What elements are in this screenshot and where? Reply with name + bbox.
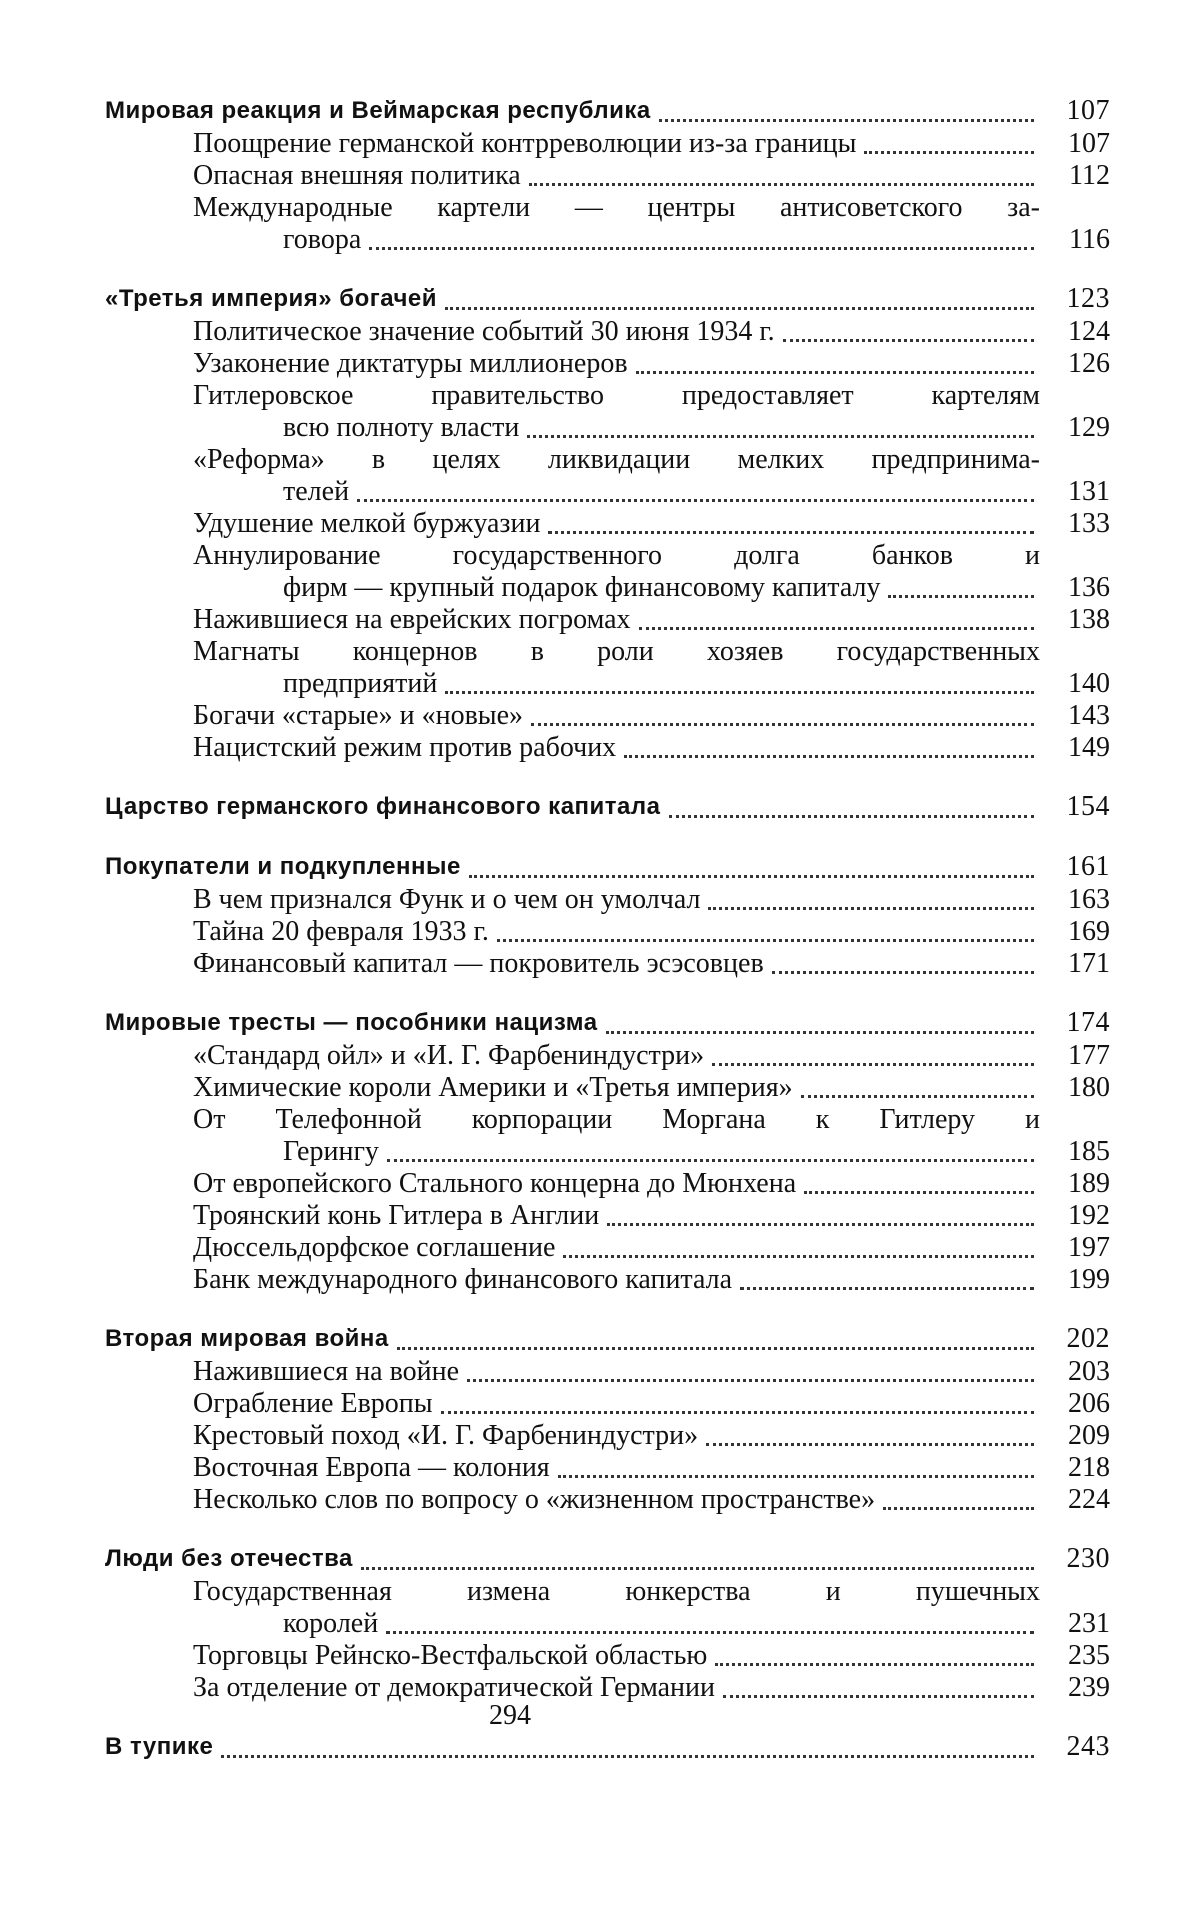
entry-title: Узаконение диктатуры миллионеров — [193, 348, 628, 379]
entry-title: Нажившиеся на еврейских погромах — [193, 604, 631, 635]
entry-title — [193, 444, 1040, 508]
entry-page-number: 185 — [1068, 1136, 1110, 1167]
dot-leader — [369, 239, 1034, 250]
toc-entry — [105, 1420, 1110, 1452]
toc-entry — [105, 1040, 1110, 1072]
entry-title: Опасная внешняя политика — [193, 160, 521, 191]
dot-leader — [669, 807, 1035, 818]
dot-leader — [801, 1087, 1034, 1098]
entry-title: Несколько слов по вопросу о «жизненном пространстве» — [193, 1484, 876, 1515]
entry-page-number: 199 — [1068, 1264, 1110, 1295]
dot-leader — [531, 715, 1034, 726]
dot-leader — [888, 587, 1034, 598]
dot-leader — [563, 1247, 1034, 1258]
entry-page-number: 206 — [1068, 1388, 1110, 1419]
dot-leader — [715, 1655, 1034, 1666]
toc-section — [105, 1542, 1110, 1704]
section-heading — [105, 1730, 1110, 1764]
entry-title-line1: Магнаты концернов в роли хозяев государственных — [193, 636, 1040, 667]
dot-leader — [548, 523, 1034, 534]
toc-section — [105, 94, 1110, 256]
toc-entry — [105, 1168, 1110, 1200]
entry-title-line2: Герингу — [283, 1136, 379, 1167]
entry-title-line1: Международные картели — центры антисоветского за- — [193, 192, 1040, 223]
entry-title: Троянский конь Гитлера в Англии — [193, 1200, 600, 1231]
entry-title-line2-row — [193, 1136, 1040, 1168]
toc-entry — [105, 1104, 1110, 1168]
dot-leader — [740, 1279, 1034, 1290]
dot-leader — [397, 1339, 1034, 1350]
section-heading — [105, 1006, 1110, 1040]
entry-page-number: 235 — [1068, 1640, 1110, 1671]
toc-entry — [105, 160, 1110, 192]
entry-title: Удушение мелкой буржуазии — [193, 508, 541, 539]
entry-title: Политическое значение событий 30 июня 1934 г. — [193, 316, 775, 347]
section-page-number: 243 — [1066, 1731, 1110, 1762]
toc-entry — [105, 1356, 1110, 1388]
entry-title-line2: королей — [283, 1608, 379, 1639]
entry-title: От европейского Стального концерна до Мюнхена — [193, 1168, 797, 1199]
dot-leader — [497, 931, 1034, 942]
section-heading — [105, 94, 1110, 128]
toc-entry — [105, 316, 1110, 348]
dot-leader — [529, 175, 1034, 186]
entry-title: Поощрение германской контрреволюции из-за границы — [193, 128, 857, 159]
dot-leader — [883, 1499, 1034, 1510]
dot-leader — [639, 619, 1034, 630]
entry-title-line2-row — [193, 668, 1040, 700]
toc-entry — [105, 1388, 1110, 1420]
entry-page-number: 224 — [1068, 1484, 1110, 1515]
entry-title: Тайна 20 февраля 1933 г. — [193, 916, 489, 947]
section-title: Мировая реакция и Веймарская республика — [105, 97, 651, 124]
entry-title — [193, 1104, 1040, 1168]
dot-leader — [804, 1183, 1034, 1194]
table-of-contents — [105, 94, 1110, 1776]
section-page-number: 161 — [1066, 851, 1110, 882]
entry-title: Банк международного финансового капитала — [193, 1264, 733, 1295]
entry-title-line2-row — [193, 476, 1040, 508]
entry-page-number: 192 — [1068, 1200, 1110, 1231]
entry-title-line2: говора — [283, 224, 362, 255]
dot-leader — [445, 299, 1034, 310]
entry-page-number: 124 — [1068, 316, 1110, 347]
dot-leader — [712, 1055, 1034, 1066]
section-heading — [105, 282, 1110, 316]
dot-leader — [467, 1371, 1034, 1382]
entry-title: За отделение от демократической Германии — [193, 1672, 715, 1703]
entry-page-number: 239 — [1068, 1672, 1110, 1703]
entry-title-line2-row — [193, 1608, 1040, 1640]
section-title: Царство германского финансового капитала — [105, 793, 661, 820]
entry-page-number: 163 — [1068, 884, 1110, 915]
page-number: 294 — [489, 1700, 531, 1731]
entry-page-number: 171 — [1068, 948, 1110, 979]
section-page-number: 202 — [1066, 1323, 1110, 1354]
entry-page-number: 218 — [1068, 1452, 1110, 1483]
toc-section — [105, 850, 1110, 980]
toc-entry — [105, 540, 1110, 604]
toc-entry — [105, 916, 1110, 948]
section-title: «Третья империя» богачей — [105, 285, 438, 312]
toc-entry — [105, 1640, 1110, 1672]
section-page-number: 107 — [1066, 95, 1110, 126]
section-title: Люди без отечества — [105, 1545, 353, 1572]
entry-page-number: 112 — [1069, 160, 1110, 191]
entry-title-line2-row — [193, 224, 1040, 256]
entry-title: Финансовый капитал — покровитель эсэсовцев — [193, 948, 764, 979]
dot-leader — [783, 331, 1034, 342]
section-title: Вторая мировая война — [105, 1325, 389, 1352]
toc-section — [105, 282, 1110, 764]
entry-page-number: 133 — [1068, 508, 1110, 539]
entry-title-line2: предприятий — [283, 668, 438, 699]
section-heading — [105, 790, 1110, 824]
entry-title: Дюссельдорфское соглашение — [193, 1232, 556, 1263]
entry-title: Нацистский режим против рабочих — [193, 732, 617, 763]
entry-title-line1: «Реформа» в целях ликвидации мелких предпринима- — [193, 444, 1040, 475]
section-page-number: 123 — [1066, 283, 1110, 314]
dot-leader — [221, 1747, 1034, 1758]
dot-leader — [606, 1023, 1034, 1034]
toc-entry — [105, 192, 1110, 256]
dot-leader — [357, 491, 1034, 502]
entry-title-line2: фирм — крупный подарок финансовому капиталу — [283, 572, 881, 603]
section-heading — [105, 1542, 1110, 1576]
entry-page-number: 143 — [1068, 700, 1110, 731]
entry-page-number: 177 — [1068, 1040, 1110, 1071]
section-page-number: 154 — [1066, 791, 1110, 822]
toc-entry — [105, 636, 1110, 700]
entry-title: Нажившиеся на войне — [193, 1356, 460, 1387]
toc-entry — [105, 604, 1110, 636]
entry-title-line1: От Телефонной корпорации Моргана к Гитлеру и — [193, 1104, 1040, 1135]
section-title: В тупике — [105, 1733, 214, 1760]
entry-title: Химические короли Америки и «Третья империя» — [193, 1072, 793, 1103]
entry-page-number: 107 — [1068, 128, 1110, 159]
entry-page-number: 209 — [1068, 1420, 1110, 1451]
dot-leader — [708, 899, 1034, 910]
section-heading — [105, 850, 1110, 884]
entry-page-number: 138 — [1068, 604, 1110, 635]
entry-page-number: 169 — [1068, 916, 1110, 947]
entry-title-line1: Государственная измена юнкерства и пушечных — [193, 1576, 1040, 1607]
toc-section — [105, 1322, 1110, 1516]
entry-page-number: 131 — [1068, 476, 1110, 507]
entry-title-line1: Гитлеровское правительство предоставляет картелям — [193, 380, 1040, 411]
entry-page-number: 189 — [1068, 1168, 1110, 1199]
entry-page-number: 129 — [1068, 412, 1110, 443]
entry-title: «Стандард ойл» и «И. Г. Фарбениндустри» — [193, 1040, 705, 1071]
dot-leader — [441, 1403, 1034, 1414]
entry-page-number: 231 — [1068, 1608, 1110, 1639]
toc-entry — [105, 732, 1110, 764]
dot-leader — [772, 963, 1034, 974]
entry-title: Торговцы Рейнско-Вестфальской областью — [193, 1640, 708, 1671]
toc-entry — [105, 1232, 1110, 1264]
entry-title — [193, 192, 1040, 256]
dot-leader — [706, 1435, 1034, 1446]
toc-entry — [105, 508, 1110, 540]
entry-title — [193, 636, 1040, 700]
toc-entry — [105, 700, 1110, 732]
dot-leader — [659, 111, 1034, 122]
entry-page-number: 140 — [1068, 668, 1110, 699]
toc-entry — [105, 380, 1110, 444]
entry-title-line2-row — [193, 412, 1040, 444]
toc-entry — [105, 1576, 1110, 1640]
entry-title — [193, 380, 1040, 444]
toc-entry — [105, 1072, 1110, 1104]
toc-entry — [105, 348, 1110, 380]
dot-leader — [361, 1559, 1034, 1570]
entry-title — [193, 540, 1040, 604]
dot-leader — [723, 1687, 1034, 1698]
dot-leader — [624, 747, 1034, 758]
dot-leader — [636, 363, 1034, 374]
section-page-number: 174 — [1066, 1007, 1110, 1038]
entry-title: Ограбление Европы — [193, 1388, 433, 1419]
toc-section — [105, 790, 1110, 824]
toc-entry — [105, 1200, 1110, 1232]
dot-leader — [558, 1467, 1034, 1478]
entry-title: Крестовый поход «И. Г. Фарбениндустри» — [193, 1420, 699, 1451]
entry-title: В чем признался Функ и о чем он умолчал — [193, 884, 701, 915]
entry-title-line2: всю полноту власти — [283, 412, 520, 443]
toc-section — [105, 1006, 1110, 1296]
entry-page-number: 180 — [1068, 1072, 1110, 1103]
toc-entry — [105, 128, 1110, 160]
section-page-number: 230 — [1066, 1543, 1110, 1574]
entry-title-line2-row — [193, 572, 1040, 604]
toc-entry — [105, 1264, 1110, 1296]
toc-entry — [105, 884, 1110, 916]
entry-title: Богачи «старые» и «новые» — [193, 700, 524, 731]
section-title: Мировые тресты — пособники нацизма — [105, 1009, 598, 1036]
toc-entry — [105, 1452, 1110, 1484]
toc-entry — [105, 444, 1110, 508]
dot-leader — [445, 683, 1034, 694]
dot-leader — [387, 1151, 1034, 1162]
dot-leader — [864, 143, 1034, 154]
entry-page-number: 203 — [1068, 1356, 1110, 1387]
toc-section — [105, 1730, 1110, 1764]
section-heading — [105, 1322, 1110, 1356]
toc-entry — [105, 1484, 1110, 1516]
entry-page-number: 126 — [1068, 348, 1110, 379]
section-title: Покупатели и подкупленные — [105, 853, 461, 880]
entry-title-line1: Аннулирование государственного долга банков и — [193, 540, 1040, 571]
entry-title — [193, 1576, 1040, 1640]
entry-page-number: 116 — [1069, 224, 1110, 255]
entry-title-line2: телей — [283, 476, 350, 507]
dot-leader — [607, 1215, 1034, 1226]
dot-leader — [386, 1623, 1034, 1634]
dot-leader — [527, 427, 1034, 438]
entry-page-number: 197 — [1068, 1232, 1110, 1263]
entry-title: Восточная Европа — колония — [193, 1452, 550, 1483]
entry-page-number: 149 — [1068, 732, 1110, 763]
toc-entry — [105, 948, 1110, 980]
dot-leader — [469, 867, 1034, 878]
entry-page-number: 136 — [1068, 572, 1110, 603]
